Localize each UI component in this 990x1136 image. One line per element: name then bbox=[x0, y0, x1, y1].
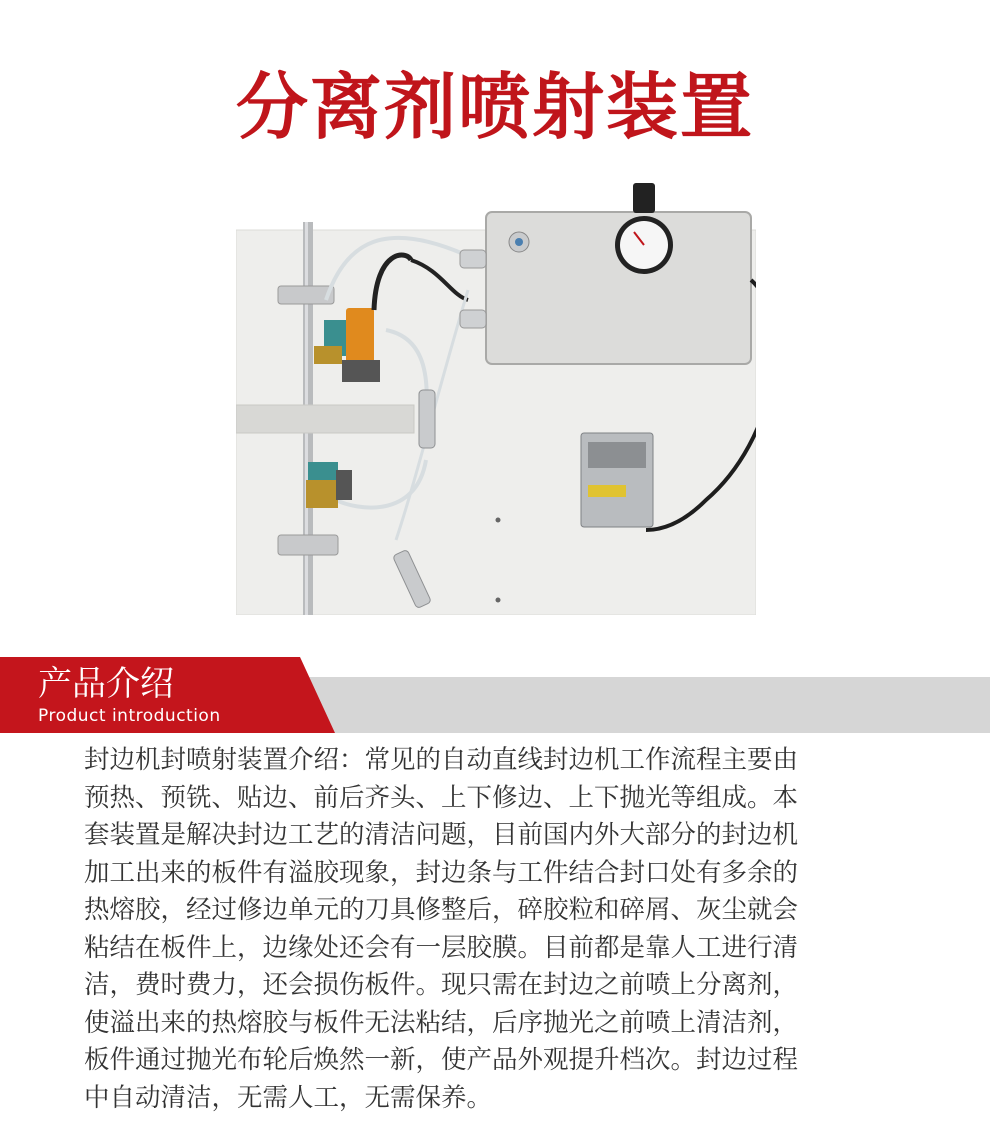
section-header-product-intro bbox=[0, 657, 990, 733]
description-line: 洁，费时费力，还会损伤板件。现只需在封边之前喷上分离剂， bbox=[84, 970, 799, 1000]
description-line: 板件通过抛光布轮后焕然一新，使产品外观提升档次。封边过程 bbox=[84, 1045, 799, 1075]
description-line: 粘结在板件上，边缘处还会有一层胶膜。目前都是靠人工进行清 bbox=[84, 932, 799, 963]
description-line: 使溢出来的热熔胶与板件无法粘结，后序抛光之前喷上清洁剂， bbox=[84, 1007, 799, 1038]
section-header-grey-band bbox=[300, 677, 990, 733]
product-description bbox=[84, 742, 914, 1117]
product-photo bbox=[236, 180, 756, 615]
description-line: 热熔胶，经过修边单元的刀具修整后，碎胶粒和碎屑、灰尘就会 bbox=[84, 895, 799, 925]
page-title: 分离剂喷射装置 bbox=[235, 65, 754, 149]
description-line: 套装置是解决封边工艺的清洁问题，目前国内外大部分的封边机 bbox=[84, 820, 799, 850]
description-line: 加工出来的板件有溢胶现象，封边条与工件结合封口处有多余的 bbox=[84, 857, 799, 888]
description-line: 中自动清洁，无需人工，无需保养。 bbox=[84, 1082, 493, 1113]
description-line: 封边机封喷射装置介绍：常见的自动直线封边机工作流程主要由 bbox=[84, 745, 799, 775]
description-line: 预热、预铣、贴边、前后齐头、上下修边、上下抛光等组成。本 bbox=[84, 782, 799, 813]
section-title-en: Product introduction bbox=[38, 706, 221, 726]
section-title-cn: 产品介绍 bbox=[38, 664, 174, 704]
